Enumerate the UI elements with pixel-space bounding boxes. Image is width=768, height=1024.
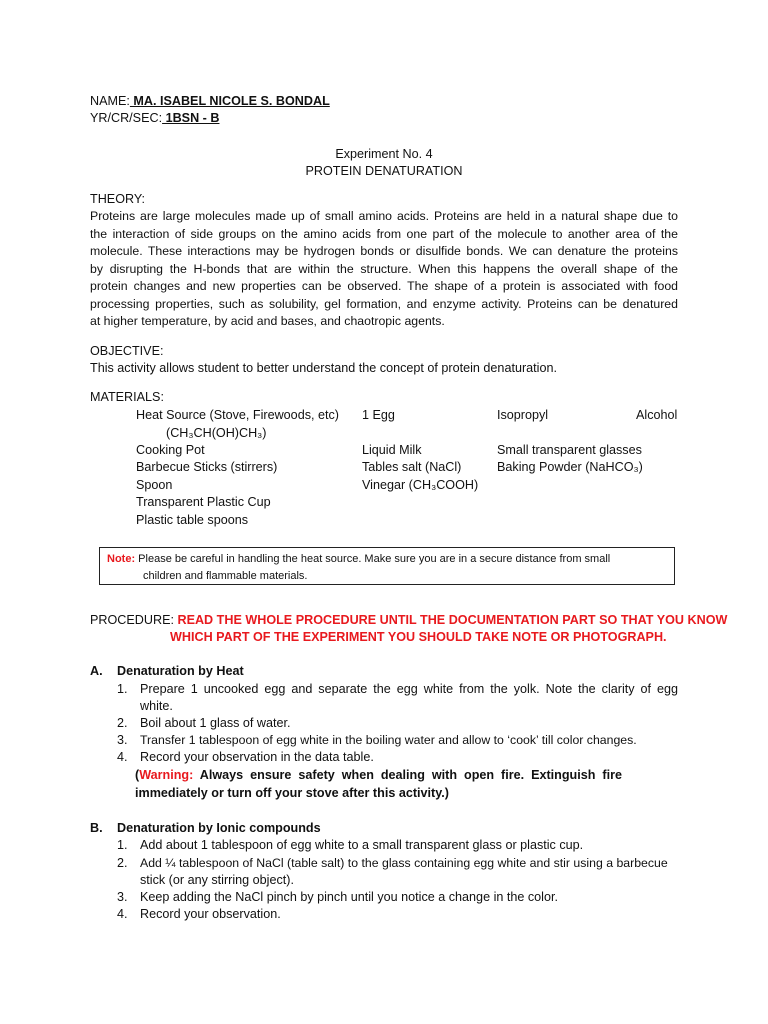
note-line-2: children and flammable materials. [143,570,308,582]
step-number: 3. [117,733,128,747]
step-number: 2. [117,716,128,730]
warning-text: Always ensure safety when dealing with open fire. Extinguish fire [193,768,622,782]
name-label: NAME: [90,94,130,108]
step-text: Transfer 1 tablespoon of egg white in the boiling water and allow to ‘cook’ till color changes. [140,733,637,747]
material-item: Isopropyl [497,408,549,422]
procedure-line [90,612,727,629]
material-item: Cooking Pot [136,443,205,457]
step-number: 1. [117,838,128,852]
theory-line: processing properties, such as solubility, gel formation, and enzyme activity. Proteins can be denatured [90,297,678,311]
material-item: Vinegar (CH₃COOH) [362,478,479,492]
section-a-letter: A. [90,664,103,678]
step-number: 3. [117,890,128,904]
material-item: Heat Source (Stove, Firewoods, etc) [136,408,339,422]
objective-heading: OBJECTIVE: [90,344,164,358]
material-item: Spoon [136,478,173,492]
material-item: Alcohol [636,408,678,422]
warning-line-2: immediately or turn off your stove after this activity.) [135,786,449,800]
material-item: Small transparent glasses [497,443,642,457]
step-text: white. [140,699,173,713]
material-item: Tables salt (NaCl) [362,460,462,474]
safety-note-box [99,547,675,585]
experiment-number: Experiment No. 4 [335,147,433,161]
material-item: Barbecue Sticks (stirrers) [136,460,278,474]
theory-line: Proteins are large molecules made up of small amino acids. Proteins are held in a natural shape due to [90,209,678,223]
warning-line [135,767,622,784]
theory-line: the interaction of side groups on the amino acids from one part of the molecule to another area of the [90,227,678,241]
section-b-letter: B. [90,821,103,835]
step-number: 2. [117,856,128,870]
material-item: Liquid Milk [362,443,422,457]
procedure-warning: READ THE WHOLE PROCEDURE UNTIL THE DOCUMENTATION PART SO THAT YOU KNOW [177,613,728,627]
theory-line: at higher temperature, by acid and bases, and chaotropic agents. [90,314,445,328]
procedure-warning-2: WHICH PART OF THE EXPERIMENT YOU SHOULD TAKE NOTE OR PHOTOGRAPH. [170,630,667,644]
page-title: PROTEIN DENATURATION [305,164,463,178]
theory-line: by disrupting the H-bonds that are within the structure. When this happens the overall shape of the [90,262,678,276]
step-text: Prepare 1 uncooked egg and separate the egg white from the yolk. Note the clarity of egg [140,682,678,696]
material-item: Baking Powder (NaHCO₃) [497,460,643,474]
warning-paren: ( [135,768,140,782]
material-item: Plastic table spoons [136,513,249,527]
step-text: stick (or any stirring object). [140,873,294,887]
theory-line: protein changes and new properties can be observed. The shape of a protein is associated with food [90,279,678,293]
material-item: Transparent Plastic Cup [136,495,271,509]
section-a-title: Denaturation by Heat [117,664,244,678]
yr-label: YR/CR/SEC: [90,111,163,125]
section-b-title: Denaturation by Ionic compounds [117,821,321,835]
note-text: Please be careful in handling the heat source. Make sure you are in a secure distance from small [138,553,611,565]
name-value: MA. ISABEL NICOLE S. BONDAL [129,94,330,108]
step-text: Keep adding the NaCl pinch by pinch until you notice a change in the color. [140,890,558,904]
theory-line: molecule. These interactions may be hydrogen bonds or disulfide bonds. We can denature the proteins [90,244,678,258]
step-text: Add about 1 tablespoon of egg white to a small transparent glass or plastic cup. [140,838,584,852]
theory-heading: THEORY: [90,192,146,206]
name-line [90,93,330,110]
material-item: (CH₃CH(OH)CH₃) [166,426,267,440]
step-number: 4. [117,750,128,764]
step-text: Record your observation. [140,907,281,921]
step-text: Record your observation in the data table. [140,750,374,764]
material-item: 1 Egg [362,408,395,422]
step-text: Boil about 1 glass of water. [140,716,291,730]
note-label: Note: [107,553,136,565]
step-text: Add ¼ tablespoon of NaCl (table salt) to the glass containing egg white and stir using a barbecue [140,856,668,870]
yr-value: 1BSN - B [162,111,220,125]
step-number: 1. [117,682,128,696]
objective-text: This activity allows student to better understand the concept of protein denaturation. [90,361,557,375]
warning-label: Warning: [139,768,194,782]
step-number: 4. [117,907,128,921]
note-line [107,551,610,568]
procedure-label: PROCEDURE: [90,613,174,627]
section-line [90,110,219,127]
materials-heading: MATERIALS: [90,390,164,404]
